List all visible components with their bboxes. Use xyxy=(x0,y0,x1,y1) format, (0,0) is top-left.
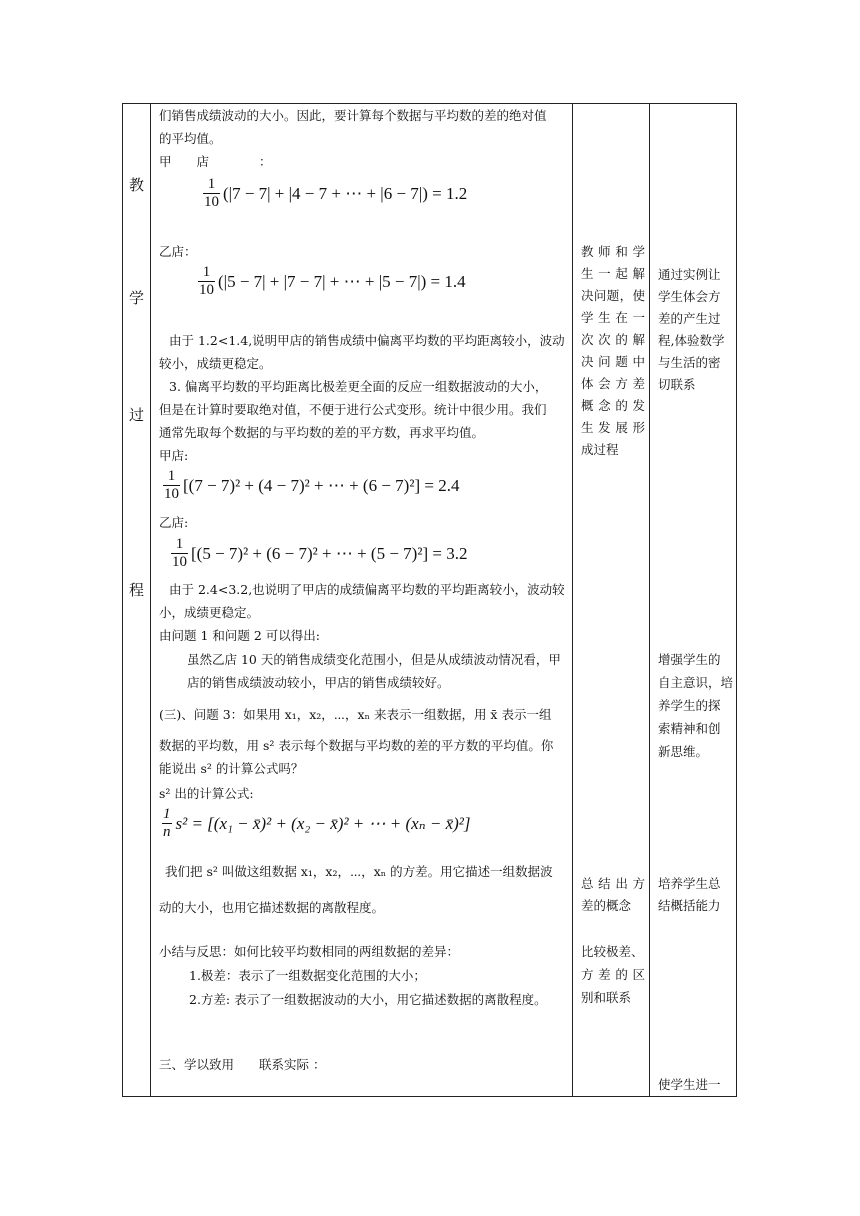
text-line: 由于 2.4<3.2,也说明了甲店的成绩偏离平均数的平均距离较小，波动较 xyxy=(169,582,565,597)
text-line: 小，成绩更稳定。 xyxy=(159,605,260,620)
s2-label: s² 出的计算公式: xyxy=(159,786,254,801)
intent-line: 结概括能力 xyxy=(658,898,721,913)
activity-line: 次 次 的 解 xyxy=(581,332,645,347)
activity-line: 学 生 在 一 xyxy=(581,310,645,325)
fraction: $\frac{1}{10}$ xyxy=(204,176,219,210)
activity-line: 教 师 和 学 xyxy=(581,244,645,259)
fraction: $\frac{1}{10}$ xyxy=(172,536,187,570)
section-heading: 三、学以致用 联系实际 ： xyxy=(159,1057,326,1072)
activity-line: 别和联系 xyxy=(581,990,632,1005)
formula-variance: $\frac{1}{n}$ s² = [(x₁ − x̄)² + (x₂ − x̄)² + ⋯ + (xₙ − x̄)²] xyxy=(163,806,471,840)
activity-column xyxy=(574,104,649,1096)
store-b-label: 乙店: xyxy=(159,515,189,530)
activity-line: 方 差 的 区 xyxy=(581,967,645,982)
activity-line: 决问题，使 xyxy=(581,288,645,303)
text-line: 的平均值。 xyxy=(159,131,222,146)
fraction: $\frac{1}{10}$ xyxy=(199,264,214,298)
activity-line: 差的概念 xyxy=(581,898,632,913)
column-divider xyxy=(649,104,650,1096)
formula-square-b: $\frac{1}{10}$ [(5 − 7)² + (6 − 7)² + ⋯ + (5 − 7)²] = 3.2 xyxy=(172,536,468,570)
text-line: 由于 1.2<1.4,说明甲店的销售成绩中偏离平均数的平均距离较小，波动 xyxy=(169,333,565,348)
intent-line: 通过实例让 xyxy=(658,267,721,282)
teaching-content xyxy=(151,104,571,1096)
intent-line: 使学生进一 xyxy=(658,1077,721,1092)
activity-line: 体 会 方 差 xyxy=(581,376,645,391)
activity-line: 比较极差、 xyxy=(581,944,644,959)
activity-line: 决 问 题 中 xyxy=(581,354,645,369)
stage-char: 教 xyxy=(128,176,144,194)
question-3: (三)、问题 3：如果用 x₁，x₂，⋯，xₙ 来表示一组数据，用 x̄ 表示一组 xyxy=(159,707,552,722)
formula-square-a: $\frac{1}{10}$ [(7 − 7)² + (4 − 7)² + ⋯ + (6 − 7)²] = 2.4 xyxy=(164,468,460,502)
text-line: 能说出 s² 的计算公式吗？ xyxy=(159,761,304,776)
fraction: $\frac{1}{10}$ xyxy=(164,468,179,502)
text-line: 店的销售成绩波动较小，甲店的销售成绩较好。 xyxy=(187,675,450,690)
intent-line: 差的产生过 xyxy=(658,311,721,326)
intent-line: 与生活的密 xyxy=(658,355,721,370)
summary-item: 2.方差: 表示了一组数据波动的大小，用它描述数据的离散程度。 xyxy=(189,992,547,1007)
intent-line: 培养学生总 xyxy=(658,876,721,891)
text-line: 动的大小，也用它描述数据的离散程度。 xyxy=(159,900,385,915)
text-line: 数据的平均数，用 s² 表示每个数据与平均数的差的平方数的平均值。你 xyxy=(159,738,554,753)
text-line: 通常先取每个数据的与平均数的差的平方数，再求平均值。 xyxy=(159,425,485,440)
formula-abs-b: $\frac{1}{10}$ (|5 − 7| + |7 − 7| + ⋯ + |5 − 7|) = 1.4 xyxy=(199,264,466,298)
store-b-label: 乙店： xyxy=(159,244,197,259)
fraction: $\frac{1}{n}$ xyxy=(163,806,171,840)
intent-line: 增强学生的 xyxy=(658,652,721,667)
activity-line: 总 结 出 方 xyxy=(581,876,645,891)
stage-char: 程 xyxy=(128,581,144,599)
text-line: 3. 偏离平均数的平均距离比极差更全面的反应一组数据波动的大小， xyxy=(169,379,548,394)
lesson-table xyxy=(122,103,737,1097)
stage-column xyxy=(123,104,150,1096)
intent-line: 切联系 xyxy=(658,377,696,392)
summary-item: 1.极差：表示了一组数据变化范围的大小； xyxy=(189,968,426,983)
intent-line: 索精神和创 xyxy=(658,721,721,736)
formula-abs-a: $\frac{1}{10}$ (|7 − 7| + |4 − 7 + ⋯ + |6 − 7|) = 1.2 xyxy=(204,176,468,210)
column-divider xyxy=(572,104,573,1096)
intent-line: 新思维。 xyxy=(658,744,709,759)
intent-line: 养学生的探 xyxy=(658,698,721,713)
activity-line: 成过程 xyxy=(581,442,619,457)
text-line: 但是在计算时要取绝对值，不便于进行公式变形。统计中很少用。我们 xyxy=(159,402,547,417)
text-line: 较小，成绩更稳定。 xyxy=(159,356,272,371)
stage-char: 学 xyxy=(128,289,144,307)
text-line: 由问题 1 和问题 2 可以得出: xyxy=(159,628,321,643)
activity-line: 生 发 展 形 xyxy=(581,420,645,435)
stage-char: 过 xyxy=(128,406,144,424)
intent-line: 程,体验数学 xyxy=(658,333,725,348)
store-a-label: 甲 店 ： xyxy=(159,154,272,169)
variance-definition: 我们把 s² 叫做这组数据 x₁，x₂，⋯，xₙ 的方差。用它描述一组数据波 xyxy=(165,864,553,879)
text-line: 虽然乙店 10 天的销售成绩变化范围小，但是从成绩波动情况看，甲 xyxy=(187,652,561,667)
store-a-label: 甲店: xyxy=(159,448,189,463)
summary-title: 小结与反思：如何比较平均数相同的两组数据的差异： xyxy=(159,944,460,959)
intent-line: 学生体会方 xyxy=(658,289,721,304)
intent-line: 自主意识，培 xyxy=(658,675,734,690)
activity-line: 生 一 起 解 xyxy=(581,266,645,281)
intent-column xyxy=(651,104,738,1096)
activity-line: 概 念 的 发 xyxy=(581,398,645,413)
text-line: 们销售成绩波动的大小。因此，要计算每个数据与平均数的差的绝对值 xyxy=(159,108,547,123)
